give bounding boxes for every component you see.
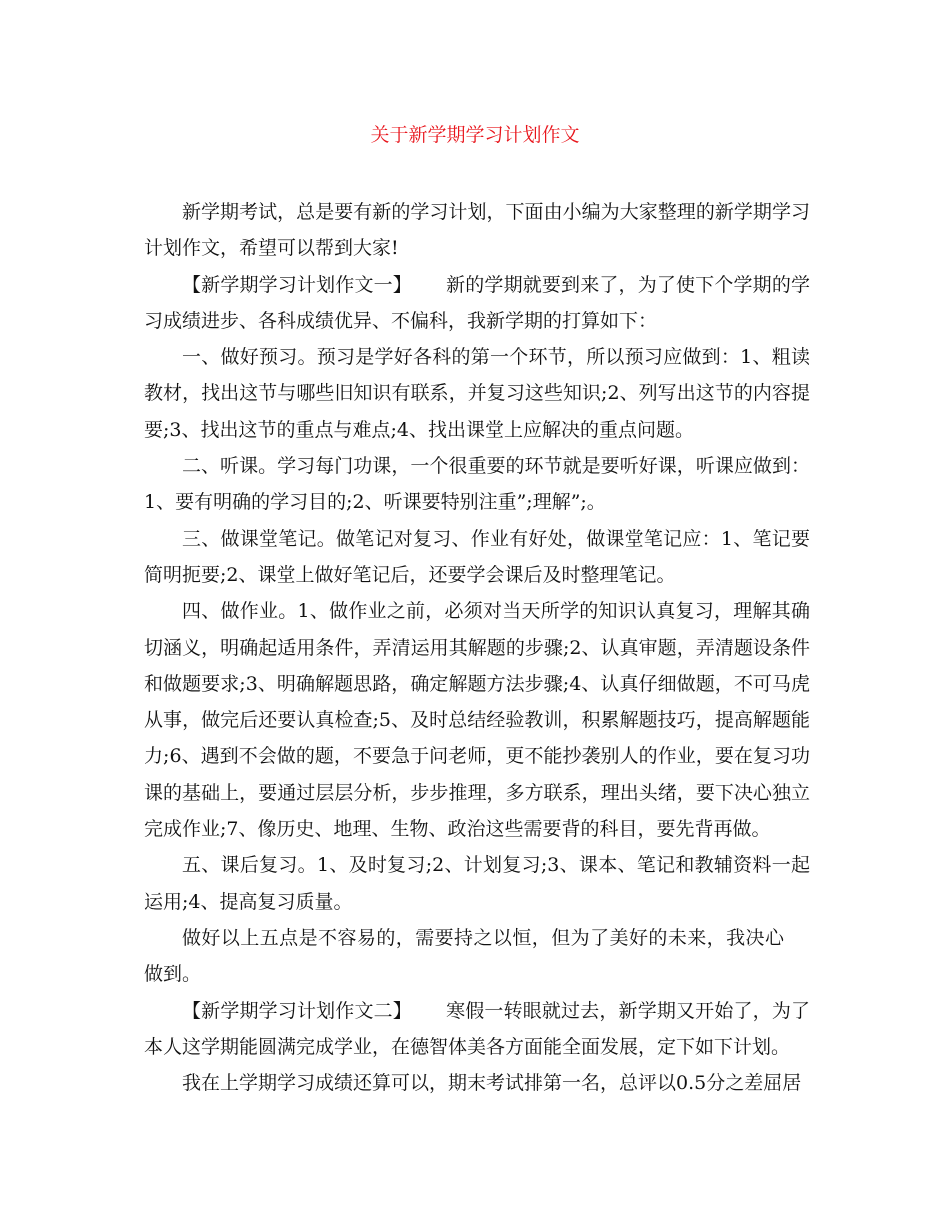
essay-one-intro-paragraph xyxy=(144,267,810,340)
review-paragraph: 五、课后复习。1、及时复习;2、计划复习;3、课本、笔记和教辅资料一起运用;4、提高复习质量。 xyxy=(144,854,810,913)
document-body xyxy=(144,194,810,1101)
intro-paragraph: 新学期考试，总是要有新的学习计划，下面由小编为大家整理的新学期学习计划作文，希望可以帮到大家! xyxy=(144,201,810,260)
homework-paragraph: 四、做作业。1、做作业之前，必须对当天所学的知识认真复习，理解其确切涵义，明确起适用条件，弄清运用其解题的步骤;2、认真审题，弄清题设条件和做题要求;3、明确解题思路，确定解题方法步骤;4、认真仔细做题，不可马虎从事，做完后还要认真检查;5、及时总结经验教训，积累解题技巧，提高解题能力;6、遇到不会做的题，不要急于问老师，更不能抄袭别人的作业，要在复习功课的基础上，要通过层层分析，步步推理，多方联系，理出头绪，要下决心独立完成作业;7、像历史、地理、生物、政治这些需要背的科目，要先背再做。 xyxy=(144,600,810,841)
essay-two-heading: 【新学期学习计划作文二】 xyxy=(182,999,412,1022)
conclusion-paragraph: 做好以上五点是不容易的，需要持之以恒，但为了美好的未来，我决心做到。 xyxy=(144,926,784,986)
notes-paragraph: 三、做课堂笔记。做笔记对复习、作业有好处，做课堂笔记应：1、笔记要简明扼要;2、课堂上做好笔记后，还要学会课后及时整理笔记。 xyxy=(144,527,810,586)
essay-two-intro-paragraph xyxy=(144,993,810,1066)
document-title: 关于新学期学习计划作文 xyxy=(370,124,580,146)
essay-one-heading: 【新学期学习计划作文一】 xyxy=(182,273,412,296)
last-semester-paragraph: 我在上学期学习成绩还算可以，期末考试排第一名，总评以0.5分之差屈居 xyxy=(182,1072,802,1095)
essay-two-intro-text: 寒假一转眼就过去，新学期又开始了，为了本人这学期能圆满完成学业，在德智体美各方面能全面发展，定下如下计划。 xyxy=(144,999,810,1058)
listening-paragraph: 二、听课。学习每门功课，一个很重要的环节就是要听好课，听课应做到：1、要有明确的学习目的;2、听课要特别注重”;理解”;。 xyxy=(144,455,810,514)
essay-one-intro-text: 新的学期就要到来了，为了使下个学期的学习成绩进步、各科成绩优异、不偏科，我新学期的打算如下： xyxy=(144,273,810,332)
preview-paragraph: 一、做好预习。预习是学好各科的第一个环节，所以预习应做到：1、粗读教材，找出这节与哪些旧知识有联系，并复习这些知识;2、列写出这节的内容提要;3、找出这节的重点与难点;4、找出课堂上应解决的重点问题。 xyxy=(144,346,810,441)
